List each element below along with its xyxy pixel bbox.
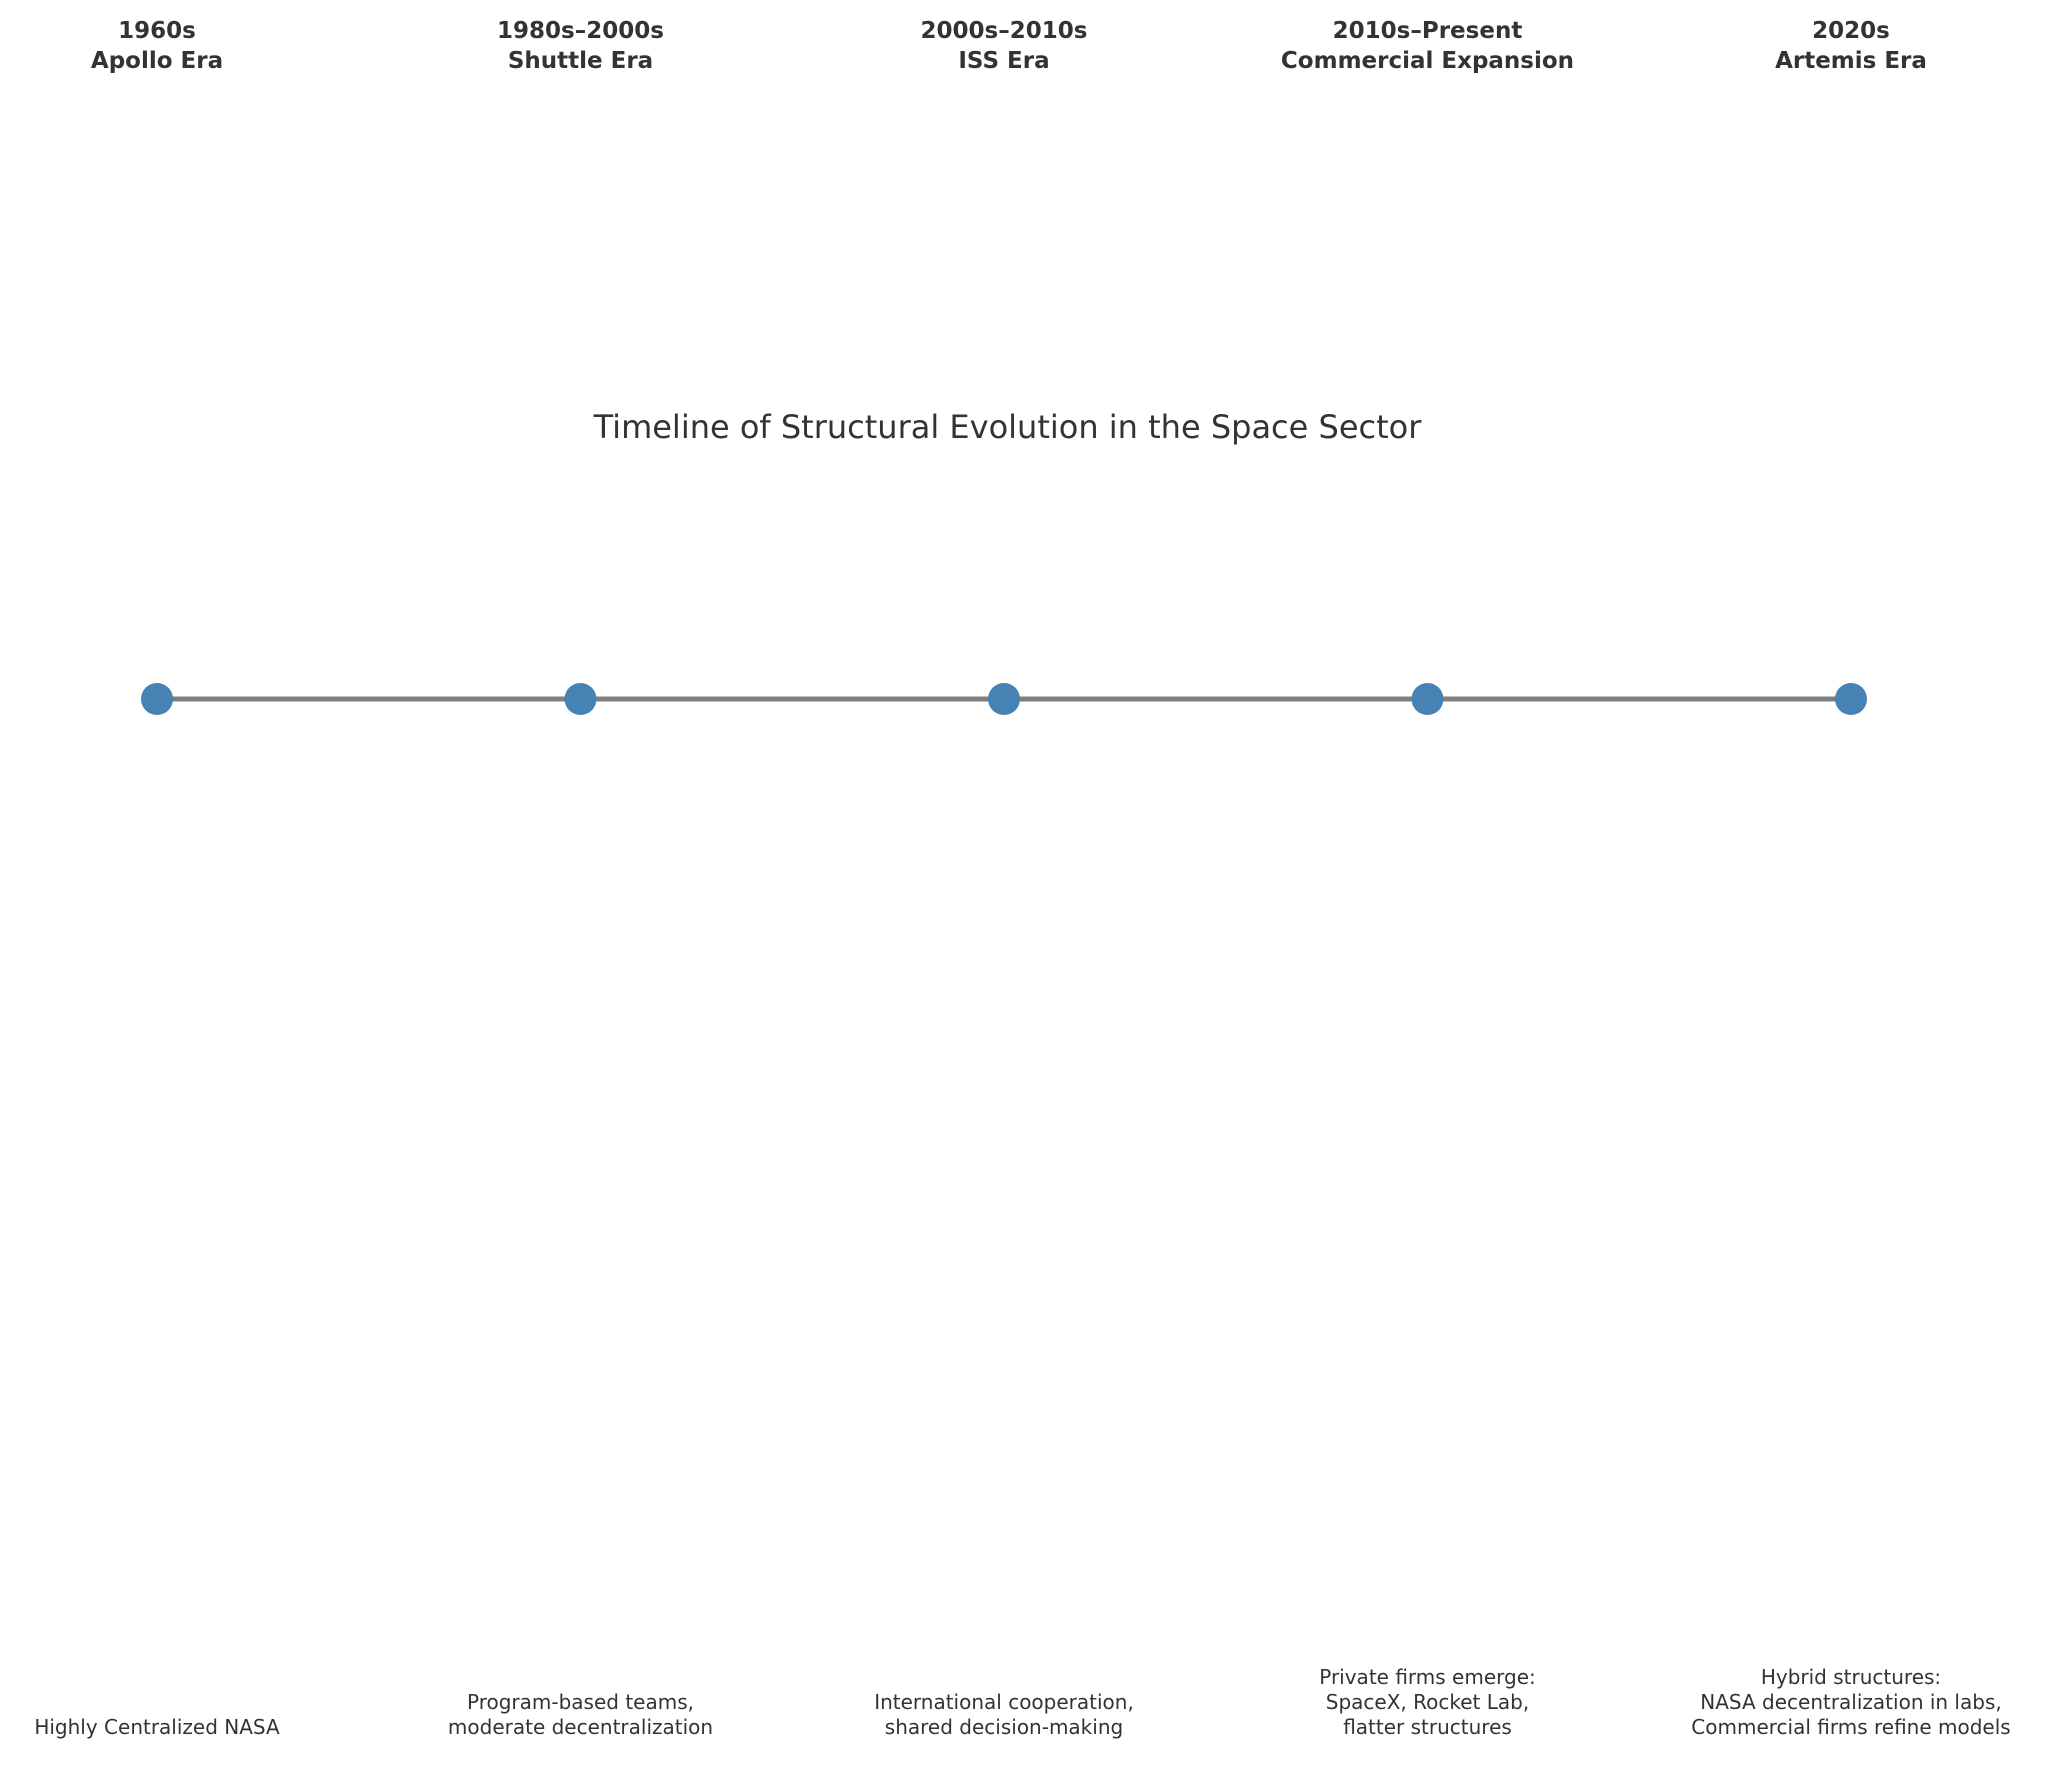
era-description-line: Hybrid structures: <box>1760 1665 1942 1689</box>
era-marker <box>565 683 597 715</box>
era-description-line: SpaceX, Rocket Lab, <box>1325 1690 1530 1714</box>
chart-title: Timeline of Structural Evolution in the Space Sector <box>593 408 1422 446</box>
era-marker <box>1835 683 1867 715</box>
era-description-line: Program-based teams, <box>467 1690 694 1714</box>
era-name: Artemis Era <box>1775 48 1927 74</box>
era-name: Commercial Expansion <box>1280 48 1575 74</box>
era-description <box>1641 1665 2045 1740</box>
era-description <box>371 1690 791 1740</box>
era-name: Apollo Era <box>90 48 224 74</box>
era-name: ISS Era <box>958 48 1050 74</box>
era-marker <box>141 683 173 715</box>
era-header <box>1218 16 1638 76</box>
era-description <box>1218 1665 1638 1740</box>
era-period: 2020s <box>1812 18 1890 44</box>
era-header <box>371 16 791 76</box>
era-period: 1960s <box>118 18 196 44</box>
era-description <box>794 1690 1214 1740</box>
era-description-line: shared decision-making <box>884 1715 1124 1739</box>
era-period: 2000s–2010s <box>920 18 1088 44</box>
era-name: Shuttle Era <box>507 48 654 74</box>
era-description-line: Highly Centralized NASA <box>34 1715 280 1739</box>
era-marker <box>988 683 1020 715</box>
era-period: 1980s–2000s <box>497 18 664 44</box>
era-description-line: International cooperation, <box>874 1690 1134 1714</box>
era-description <box>0 1715 367 1740</box>
era-header <box>794 16 1214 76</box>
era-header <box>1641 16 2045 76</box>
era-header <box>0 16 367 76</box>
era-period: 2010s–Present <box>1332 18 1523 44</box>
era-description-line: Commercial firms refine models <box>1691 1715 2011 1739</box>
era-description-line: moderate decentralization <box>447 1715 714 1739</box>
era-marker <box>1412 683 1444 715</box>
era-description-line: NASA decentralization in labs, <box>1700 1690 2002 1714</box>
era-description-line: flatter structures <box>1343 1715 1512 1739</box>
era-description-line: Private firms emerge: <box>1319 1665 1536 1689</box>
